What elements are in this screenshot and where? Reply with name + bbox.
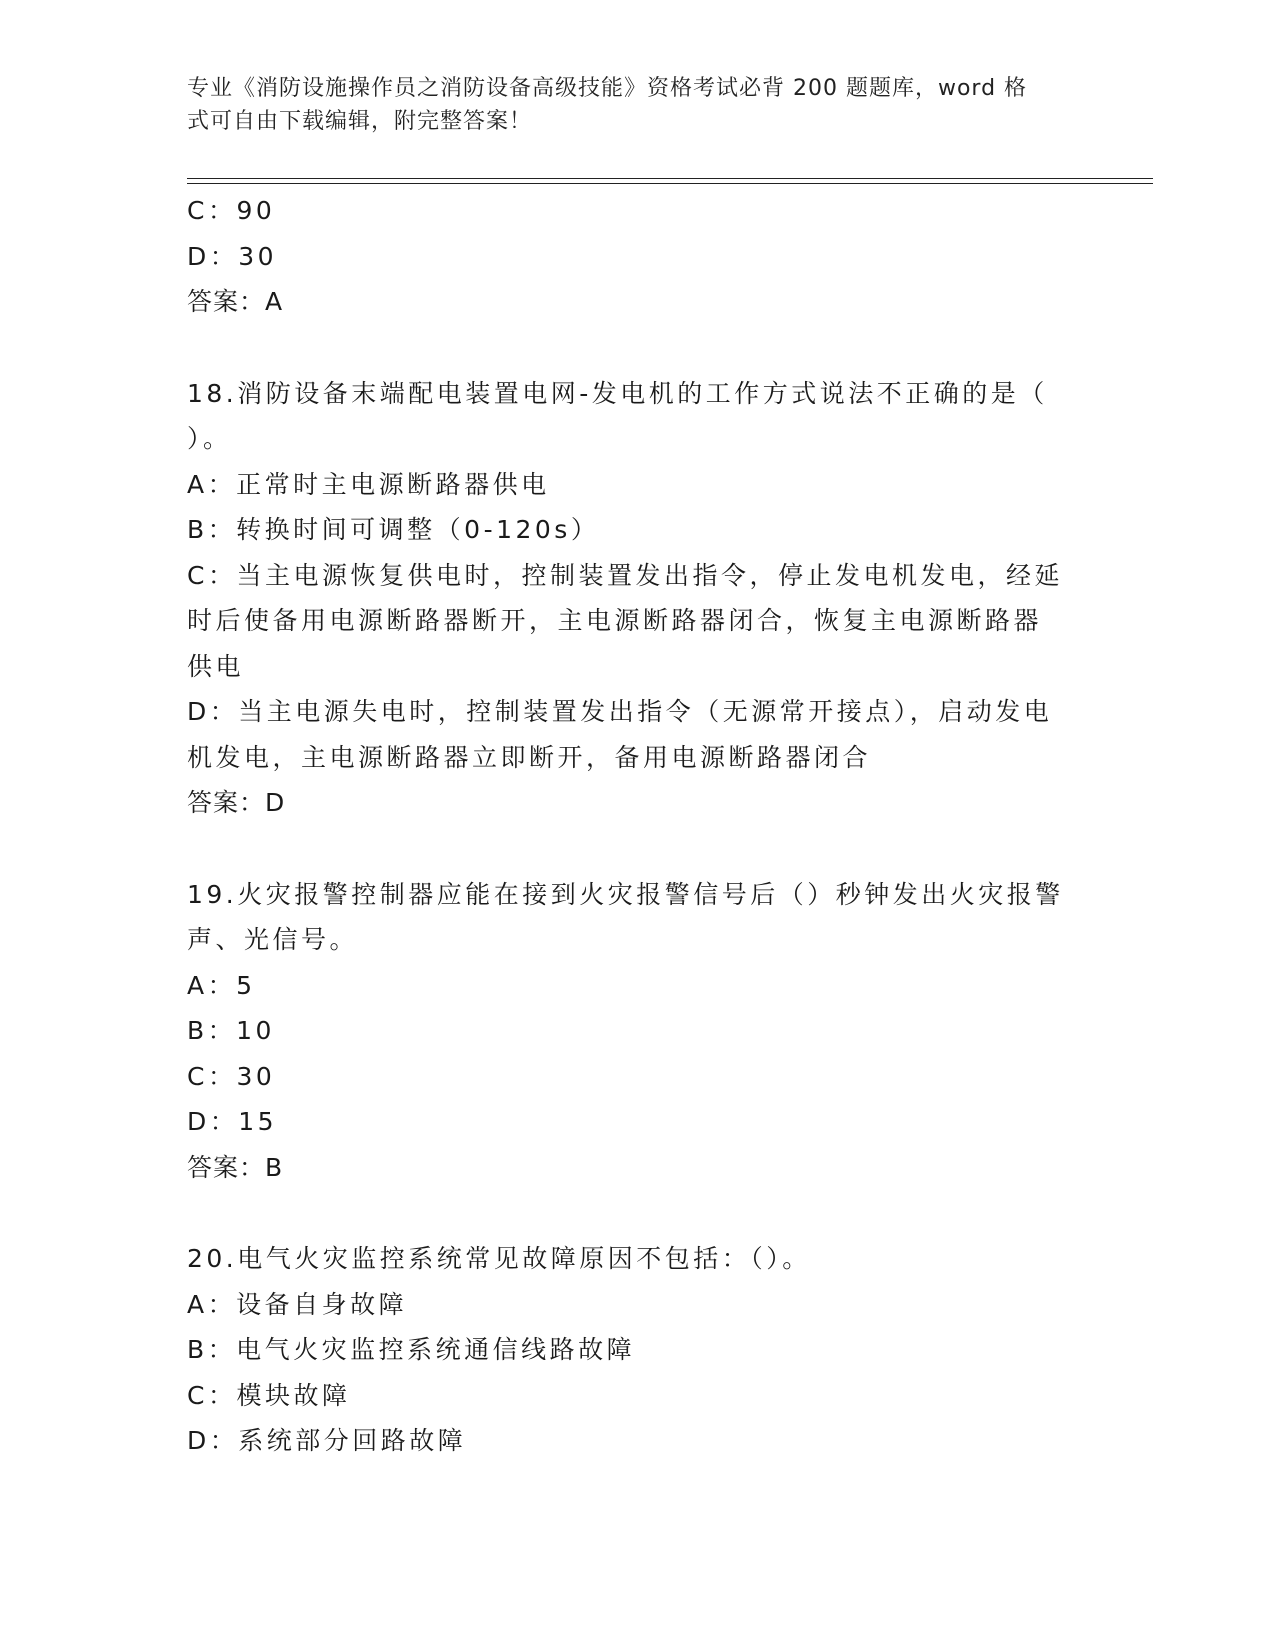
option-label: A： [187, 469, 237, 499]
option-text: 当主电源恢复供电时，控制装置发出指令，停止发电机发电，经延 [236, 560, 1063, 590]
option-label: C： [187, 1061, 237, 1091]
option-text: 30 [238, 241, 278, 271]
option-c [187, 1373, 1087, 1419]
option-a [187, 963, 1087, 1009]
option-text: 系统部分回路故障 [238, 1426, 467, 1455]
option-text: 10 [236, 1016, 275, 1045]
option-label: C： [187, 560, 237, 590]
question-19 [187, 872, 1087, 1191]
document-header [187, 72, 1067, 138]
question-stem: 18.消防设备末端配电装置电网-发电机的工作方式说法不正确的是（ [187, 378, 1048, 408]
answer-line: 答案：D [187, 788, 286, 817]
document-body [187, 188, 1087, 1464]
question-stem: 20.电气火灾监控系统常见故障原因不包括：（）。 [187, 1244, 811, 1273]
option-text: 30 [236, 1061, 276, 1091]
option-label: C： [187, 1380, 237, 1410]
question-17-tail [187, 188, 1087, 325]
header-line-2: 式可自由下载编辑，附完整答案！ [187, 109, 533, 134]
header-divider-top [187, 178, 1153, 179]
option-c-cont: 时后使备用电源断路器断开，主电源断路器闭合，恢复主电源断路器 [187, 606, 1043, 635]
option-label: A： [187, 1289, 237, 1319]
header-divider-bottom [187, 183, 1153, 184]
option-label: B： [187, 1016, 237, 1045]
option-a [187, 1282, 1087, 1328]
option-label: D： [187, 241, 239, 271]
option-text: 模块故障 [236, 1380, 351, 1410]
option-b [187, 1327, 1087, 1373]
option-text: 15 [238, 1107, 278, 1136]
question-stem-cont: 声、光信号。 [187, 925, 359, 954]
option-text: 正常时主电源断路器供电 [236, 469, 550, 499]
answer-line: 答案：B [187, 1152, 284, 1182]
option-label: D： [187, 1426, 239, 1455]
option-label: D： [187, 1107, 239, 1136]
answer-line: 答案：A [187, 287, 284, 316]
question-18 [187, 371, 1087, 826]
question-stem-cont: ）。 [187, 424, 232, 453]
option-label: D： [187, 697, 239, 726]
option-text: 当主电源失电时，控制装置发出指令（无源常开接点），启动发电 [238, 697, 1053, 726]
option-c [187, 553, 1087, 599]
option-label: C： [187, 196, 237, 225]
option-b [187, 507, 1087, 553]
header-line-1: 专业《消防设施操作员之消防设备高级技能》资格考试必背 200 题题库，word 格 [187, 76, 1028, 101]
option-text: 5 [236, 970, 256, 1000]
question-stem: 19.火灾报警控制器应能在接到火灾报警信号后（）秒钟发出火灾报警 [187, 879, 1064, 909]
question-20 [187, 1236, 1087, 1464]
option-d [187, 1418, 1087, 1464]
option-text: 设备自身故障 [236, 1289, 408, 1319]
option-d [187, 1099, 1087, 1145]
option-label: B： [187, 1335, 237, 1364]
option-text: 电气火灾监控系统通信线路故障 [236, 1335, 636, 1364]
option-d [187, 234, 1087, 280]
option-text: 转换时间可调整（0-120s） [236, 515, 600, 544]
option-text: 90 [236, 196, 276, 225]
option-c [187, 188, 1087, 234]
option-d [187, 689, 1087, 735]
option-d-cont: 机发电，主电源断路器立即断开，备用电源断路器闭合 [187, 742, 872, 772]
option-label: B： [187, 515, 237, 544]
option-b [187, 1008, 1087, 1054]
option-c-cont: 供电 [187, 651, 245, 681]
option-label: A： [187, 970, 237, 1000]
option-c [187, 1054, 1087, 1100]
option-a [187, 462, 1087, 508]
